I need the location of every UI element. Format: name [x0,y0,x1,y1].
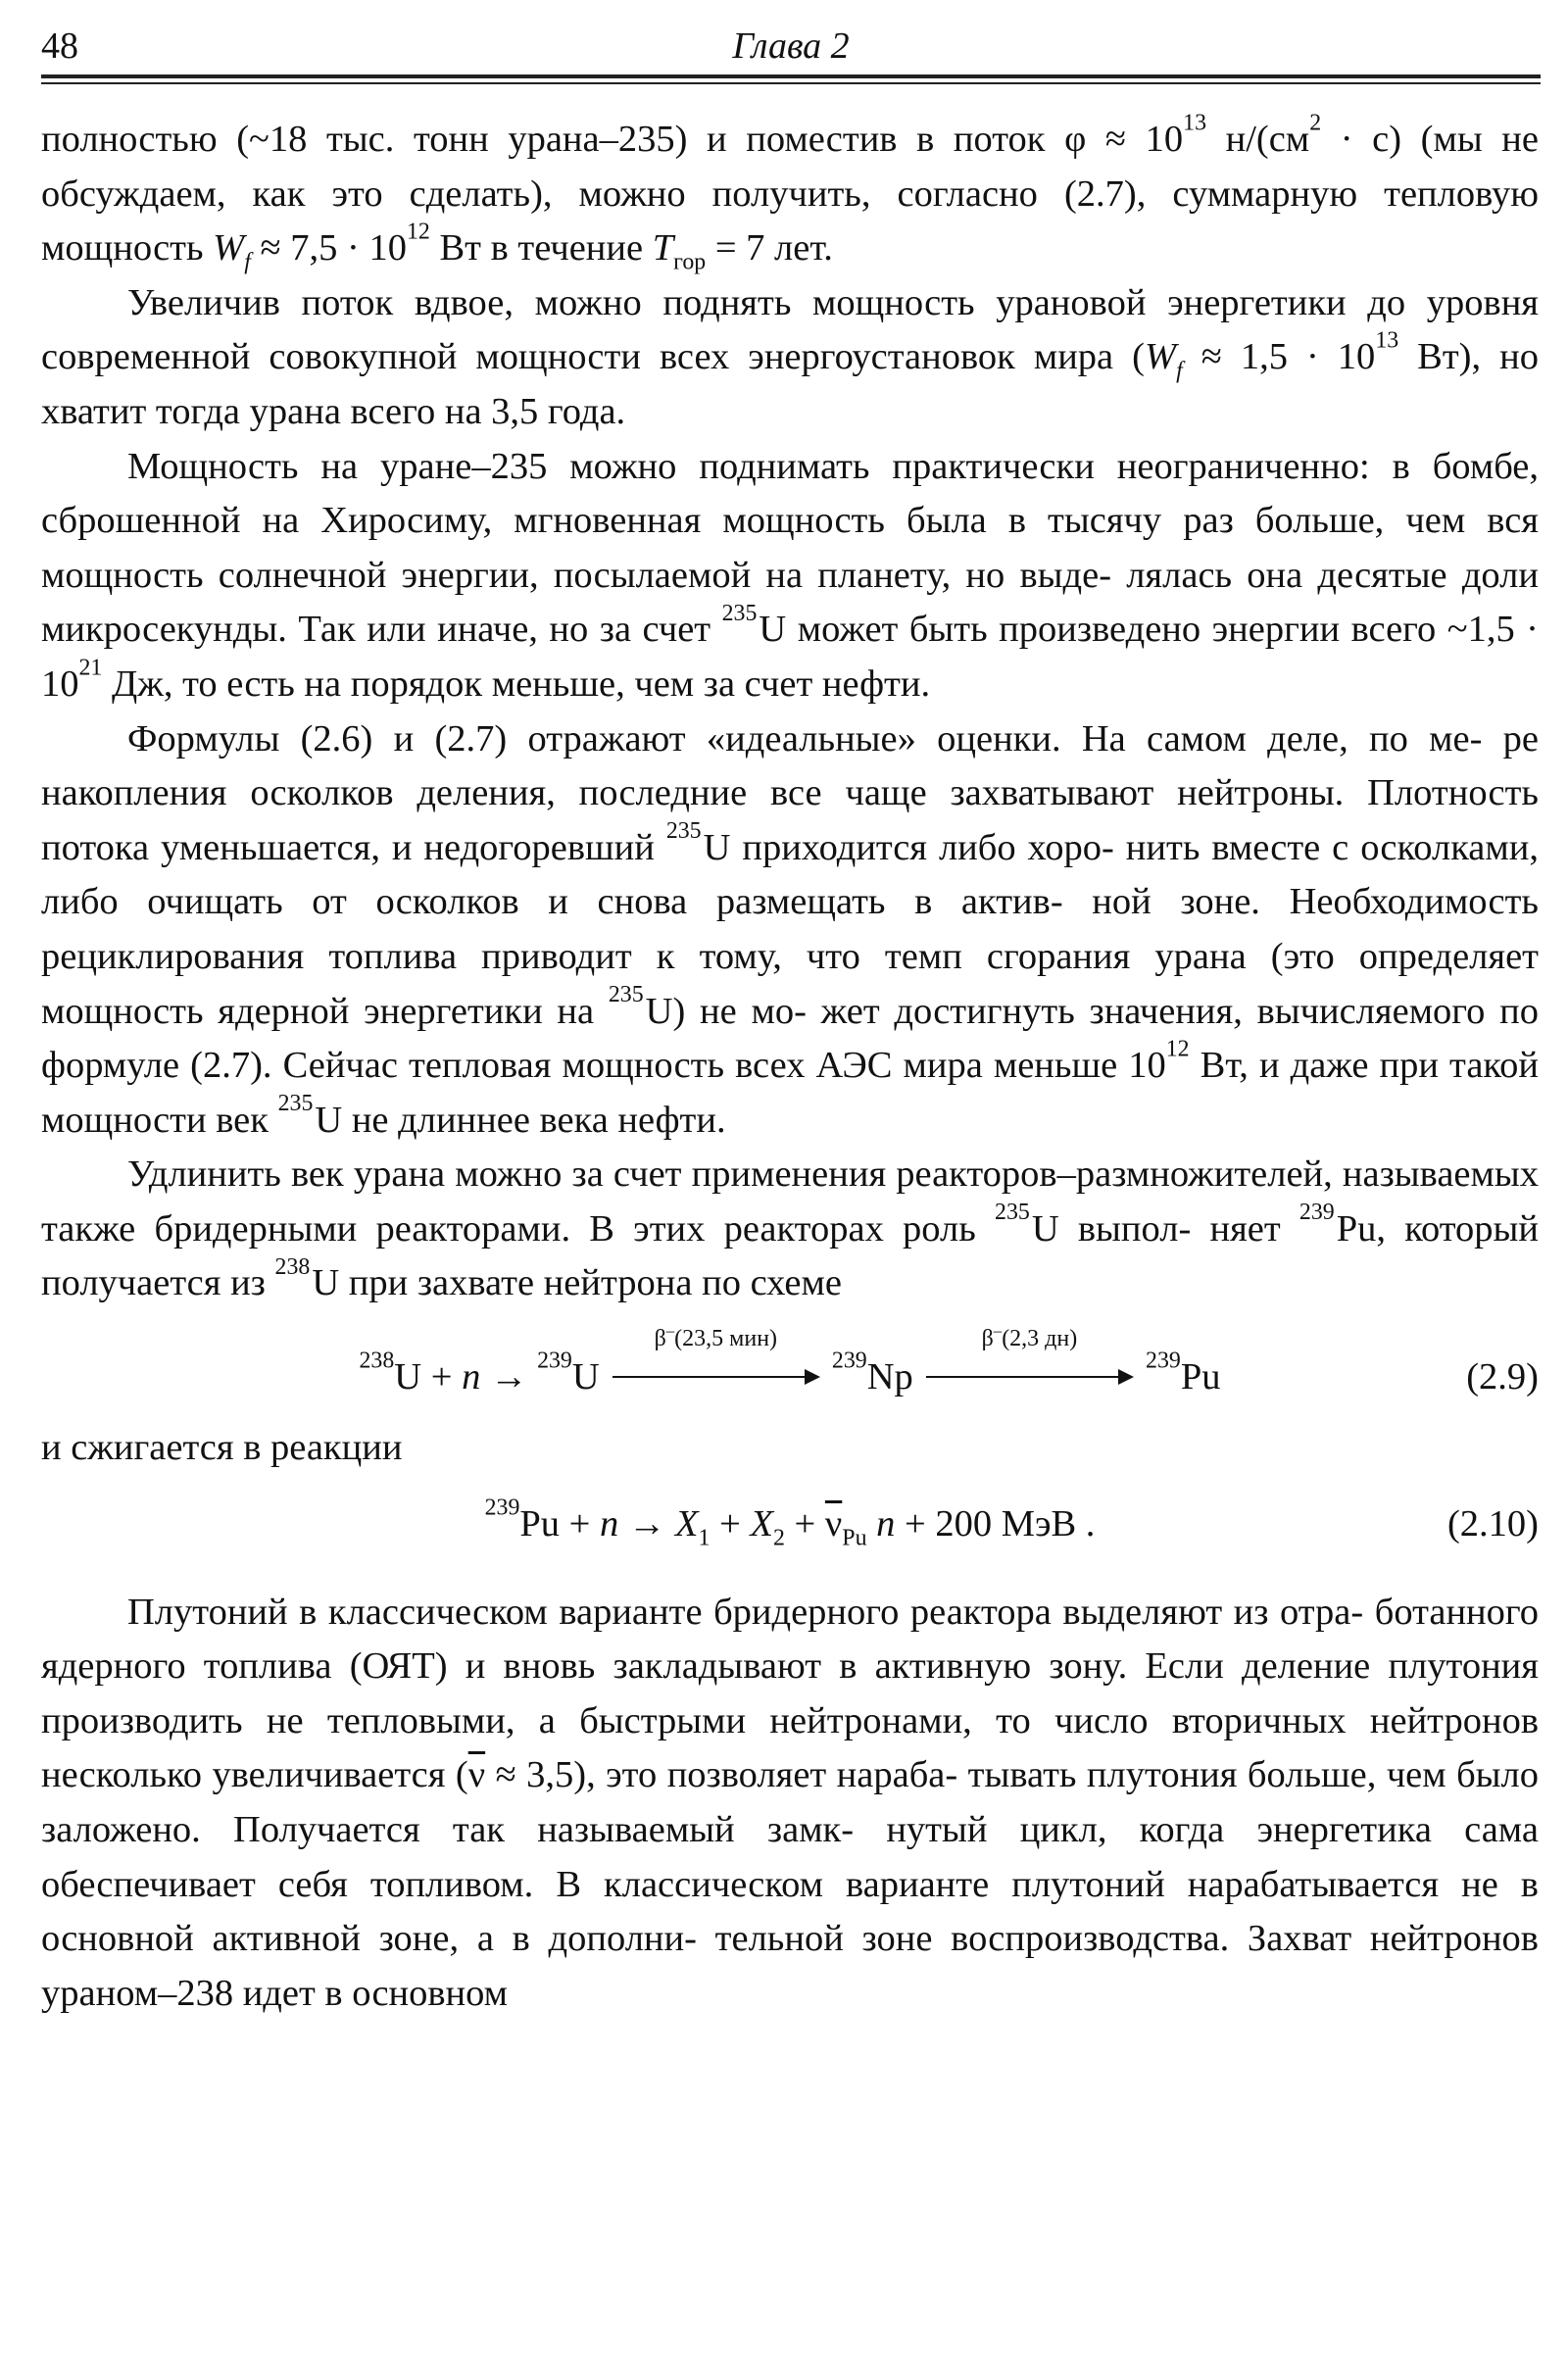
paragraph-between: и сжигается в реакции [41,1427,403,1469]
paragraph-4: Формулы (2.6) и (2.7) отражают «идеальные» оценки. На самом деле, по ме- ре накопления осколков деления, последние все чаще захватывают нейтроны. Плотность потока уменьшается, и недогоревший $^{235}$U приходится либо хоро- нить вместе с осколками, либо очищать от осколков и снова размещать в актив- ной зоне. Необходимость рециклирования топлива приводит к тому, что темп сгорания урана (это определяет мощность ядерной энергетики на $^{235}$U) не мо- жет достигнуть значения, вычисляемого по формуле (2.7). Сейчас тепловая мощность всех АЭС мира меньше $10^{12}$ Вт, и даже при такой мощности век $^{235}$U не длиннее века нефти. [41,717,1540,1141]
header-rule-thin [41,82,1541,84]
equation-2-10: $^{239}Pu + n \to X_1 + X_2 + \overline{\nu}_{Pu}$ n + 200 МэВ . (2.10) [484,1495,1539,1551]
equation-2-9: $^{238}$U + n → $^{239}$U β–(23,5 мин) $^{239}$Np β–(2,3 дн) $^{239}$Pu (2.9) [41,1325,1539,1421]
paragraph-3: Мощность на уране–235 можно поднимать практически неограниченно: в бомбе, сброшенной на Хиросиму, мгновенная мощность была в тысячу раз больше, чем вся мощность солнечной энергии, посылаемой на планету, но выде- лялась она десятые доли микросекунды. Так или иначе, но за счет $^{235}$U может быть произведено энергии всего ~1,5 · $10^{21}$ Дж, то есть на порядок меньше, чем за счет нефти. [41,445,1539,705]
body-text [41,110,1540,2021]
decay-arrow-2: β–(2,3 дн) [922,1350,1136,1405]
arrow-2-icon [926,1376,1132,1378]
chapter-title: Глава 2 [732,25,850,67]
header-rule-thick [41,74,1541,78]
equation-number-2-10: (2.10) [1446,1502,1539,1544]
paragraph-2: Увеличив поток вдвое, можно поднять мощность урановой энергетики до уровня современной совокупной мощности всех энергоустановок мира ($W_f \approx 1,5 \cdot 10^{13}$ Вт), но хватит тогда урана всего на 3,5 года. [41,281,1539,432]
paragraph-6: Плутоний в классическом варианте бридерного реактора выделяют из отра- ботанного ядерного топлива (ОЯТ) и вновь закладывают в активную зону. Если деление плутония производить не тепловыми, а быстрыми нейтронами, то число вторичных нейтронов несколько увеличивается $(\overline{\nu} \approx 3,5)$, это позволяет нараба- тывать плутония больше, чем было заложено. Получается так называемый замк- нутый цикл, когда энергетика сама обеспечивает себя топливом. В классическом варианте плутоний нарабатывается не в основной активной зоне, а в дополни- тельной зоне воспроизводства. Захват нейтронов ураном–238 идет в основном [41,1591,1539,2014]
page-number: 48 [41,25,78,67]
running-head [41,22,1541,71]
paragraph-1: полностью (~18 тыс. тонн урана–235) и поместив в поток $\varphi \approx 10^{13}$ $н/(см^2 \cdot с)$ (мы не обсуждаем, как это сделать), можно получить, согласно (2.7), суммарную тепловую мощность $W_f \approx 7,5 \cdot 10^{12}$ Вт в течение $T_{гор} = 7$ лет. [41,110,1540,275]
arrow-1-icon [612,1376,818,1378]
paragraph-5: Удлинить век урана можно за счет применения реакторов–размножителей, называемых также бридерными реакторами. В этих реакторах роль $^{235}$U выпол- няет $^{239}$Pu, который получается из $^{238}$U при захвате нейтрона по схеме [41,1153,1540,1304]
equation-number-2-9: (2.9) [1466,1356,1539,1398]
decay-arrow-1: β–(23,5 мин) [609,1350,822,1405]
